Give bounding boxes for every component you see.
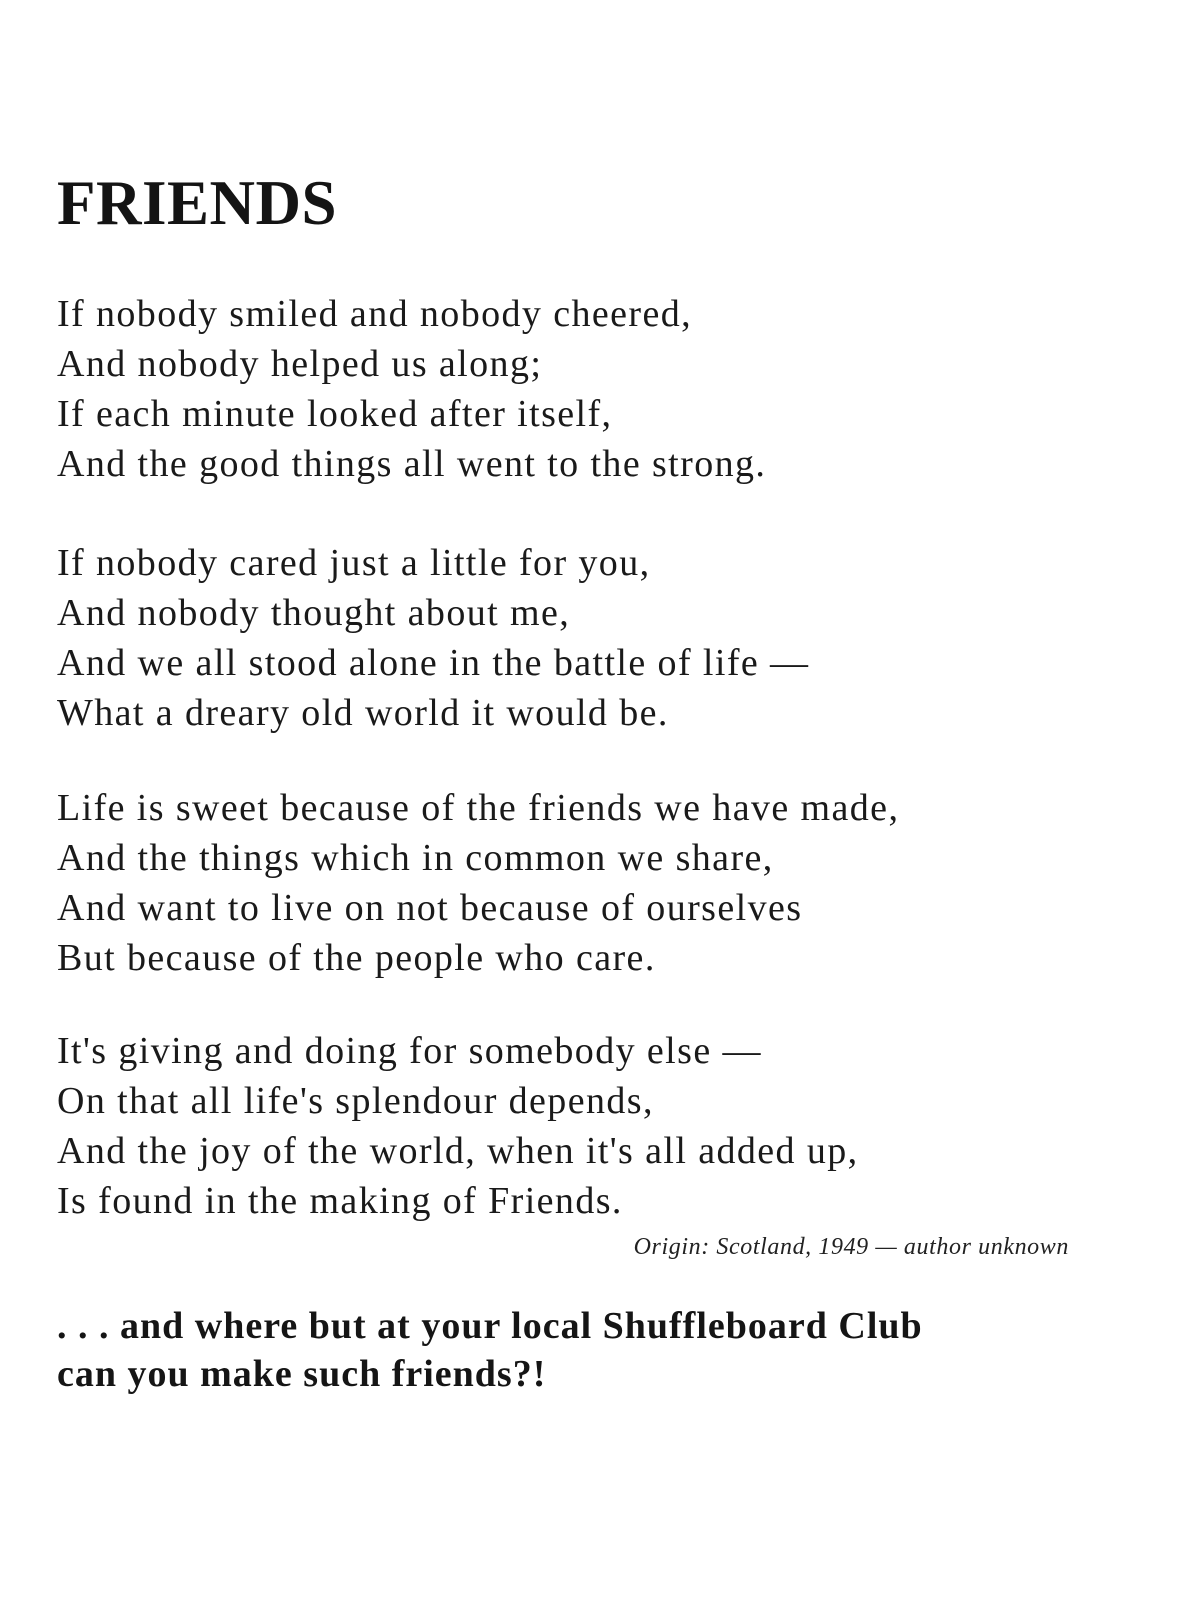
stanza-line: And nobody thought about me, (57, 592, 571, 634)
stanza-line: And nobody helped us along; (57, 343, 543, 385)
stanza-1 (57, 289, 766, 489)
stanza-line: If nobody cared just a little for you, (57, 542, 651, 584)
attribution: Origin: Scotland, 1949 — author unknown (633, 1234, 1069, 1260)
stanza-4 (57, 1026, 859, 1226)
stanza-line: Life is sweet because of the friends we have made, (57, 787, 900, 829)
stanza-line: What a dreary old world it would be. (57, 692, 669, 734)
stanza-3 (57, 783, 899, 983)
stanza-line: And we all stood alone in the battle of life — (57, 642, 810, 684)
stanza-line: Is found in the making of Friends. (57, 1180, 623, 1222)
stanza-line: But because of the people who care. (57, 937, 656, 979)
stanza-line: And want to live on not because of ourselves (57, 887, 803, 929)
stanza-line: If nobody smiled and nobody cheered, (57, 293, 693, 335)
closing-line: . . . and where but at your local Shuffleboard Club (57, 1305, 923, 1347)
poem-title: FRIENDS (57, 168, 338, 238)
stanza-line: And the good things all went to the strong. (57, 443, 767, 485)
closing-line: can you make such friends?! (57, 1353, 547, 1395)
stanza-line: It's giving and doing for somebody else — (57, 1030, 762, 1072)
stanza-line: And the things which in common we share, (57, 837, 774, 879)
stanza-2 (57, 538, 809, 738)
stanza-line: If each minute looked after itself, (57, 393, 613, 435)
stanza-line: On that all life's splendour depends, (57, 1080, 654, 1122)
stanza-line: And the joy of the world, when it's all added up, (57, 1130, 859, 1172)
closing-tagline (57, 1302, 923, 1398)
